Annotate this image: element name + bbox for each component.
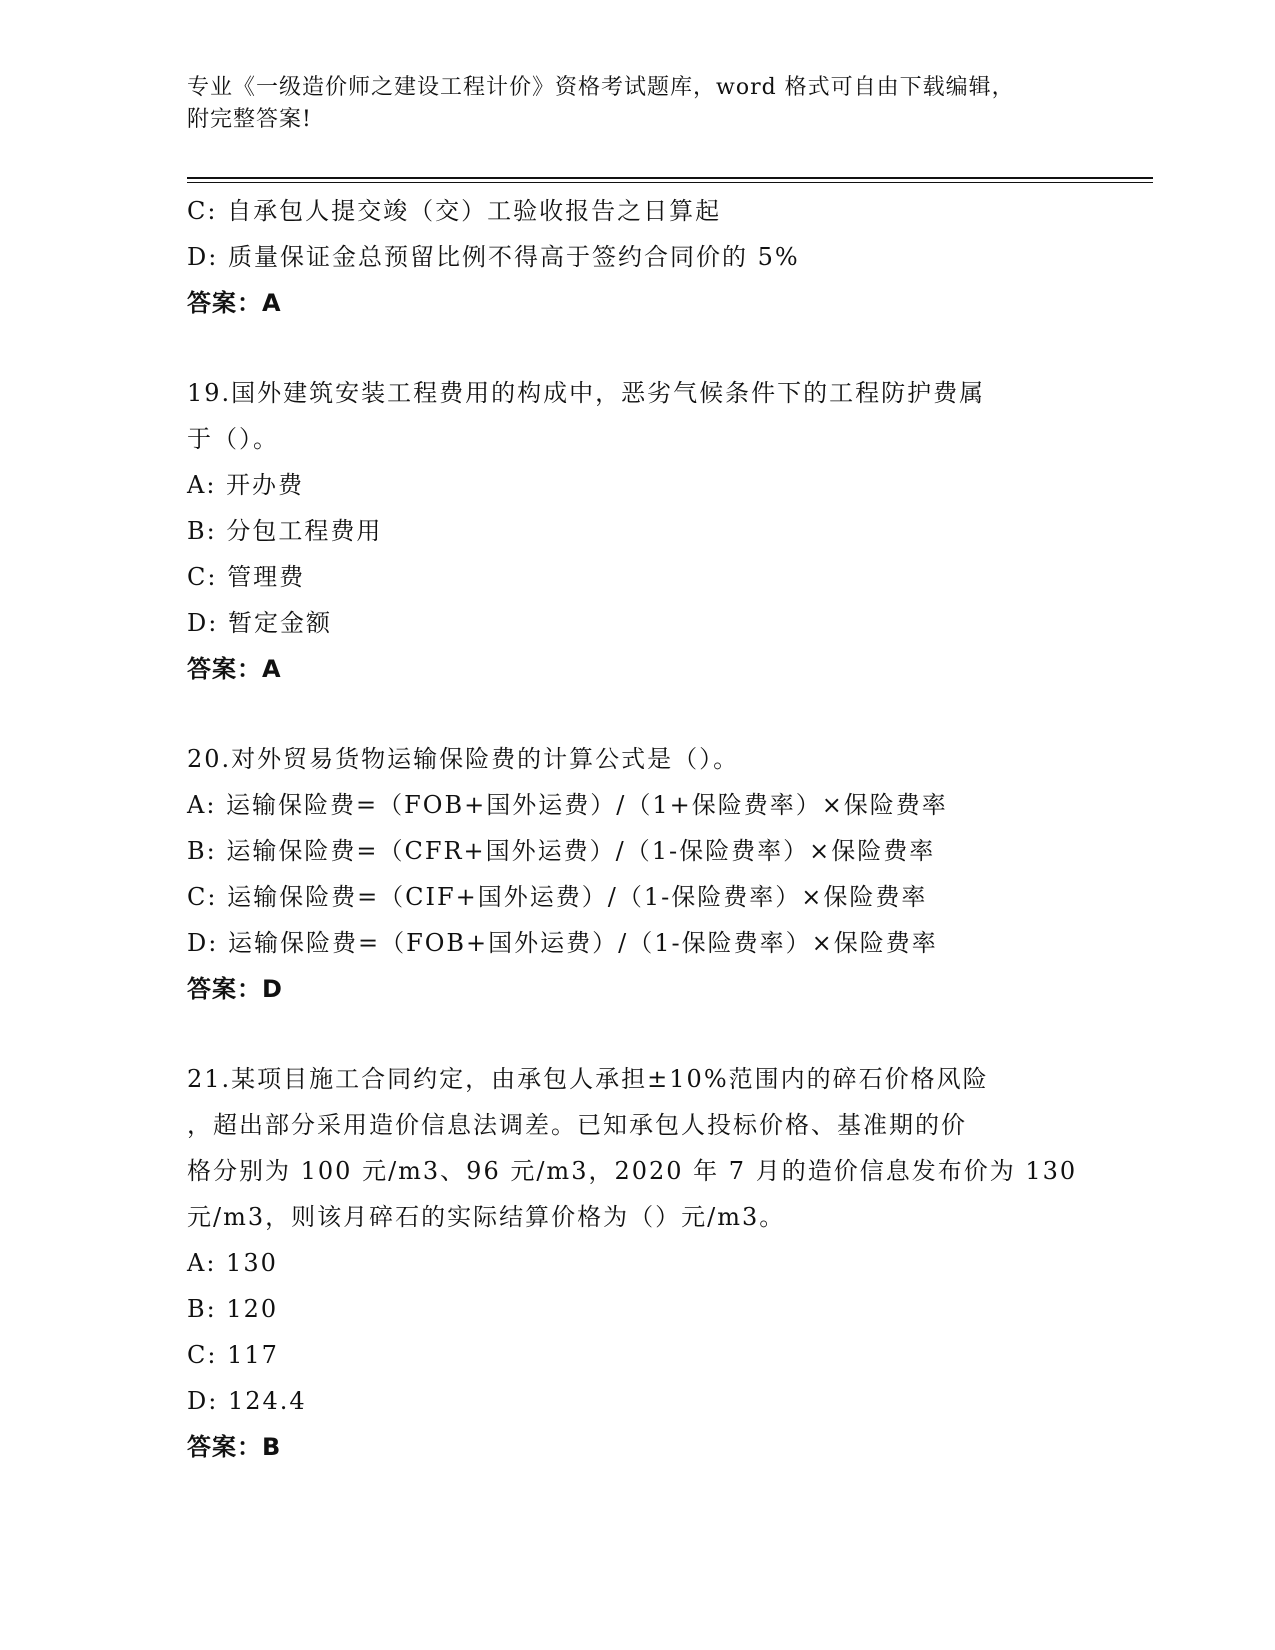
answer: 答案：A xyxy=(187,655,282,683)
option-c: C: 117 xyxy=(187,1341,279,1369)
answer: 答案：D xyxy=(187,975,283,1003)
question-block-21 xyxy=(187,1056,1087,1470)
option-a: A: 运输保险费=（FOB+国外运费）/（1+保险费率）×保险费率 xyxy=(187,791,948,819)
option-d: D: 质量保证金总预留比例不得高于签约合同价的 5% xyxy=(187,243,800,271)
option-b: B: 运输保险费=（CFR+国外运费）/（1-保险费率）×保险费率 xyxy=(187,837,936,865)
option-d: D: 运输保险费=（FOB+国外运费）/（1-保险费率）×保险费率 xyxy=(187,929,938,957)
question-block-19 xyxy=(187,370,1087,692)
option-a: A: 开办费 xyxy=(187,471,305,499)
option-c: C: 管理费 xyxy=(187,563,306,591)
option-d: D: 124.4 xyxy=(187,1387,307,1415)
spacer xyxy=(187,1012,1087,1056)
spacer xyxy=(187,326,1087,370)
header-divider xyxy=(187,177,1153,179)
option-b: B: 120 xyxy=(187,1295,279,1323)
question-stem: 21.某项目施工合同约定，由承包人承担±10%范围内的碎石价格风险 xyxy=(187,1065,989,1093)
answer: 答案：B xyxy=(187,1433,282,1461)
question-stem: 元/m3，则该月碎石的实际结算价格为（）元/m3。 xyxy=(187,1203,786,1231)
header-line: 附完整答案! xyxy=(187,107,312,132)
question-stem: 20.对外贸易货物运输保险费的计算公式是（）。 xyxy=(187,745,740,773)
question-stem: 格分别为 100 元/m3、96 元/m3，2020 年 7 月的造价信息发布价为 130 xyxy=(187,1157,1078,1185)
spacer xyxy=(187,692,1087,736)
option-c: C: 自承包人提交竣（交）工验收报告之日算起 xyxy=(187,197,722,225)
option-a: A: 130 xyxy=(187,1249,278,1277)
option-d: D: 暂定金额 xyxy=(187,609,332,637)
question-stem: ，超出部分采用造价信息法调差。已知承包人投标价格、基准期的价 xyxy=(187,1111,967,1139)
option-b: B: 分包工程费用 xyxy=(187,517,383,545)
header-divider-thin xyxy=(187,182,1153,183)
document-header xyxy=(187,72,1087,136)
question-stem: 19.国外建筑安装工程费用的构成中，恶劣气候条件下的工程防护费属 xyxy=(187,379,986,407)
question-list xyxy=(187,188,1087,1470)
answer: 答案：A xyxy=(187,289,282,317)
question-block-20 xyxy=(187,736,1087,1012)
question-block-18 xyxy=(187,188,1087,326)
option-c: C: 运输保险费=（CIF+国外运费）/（1-保险费率）×保险费率 xyxy=(187,883,928,911)
header-line: 专业《一级造价师之建设工程计价》资格考试题库，word 格式可自由下载编辑， xyxy=(187,75,1015,100)
question-stem: 于（）。 xyxy=(187,425,279,453)
